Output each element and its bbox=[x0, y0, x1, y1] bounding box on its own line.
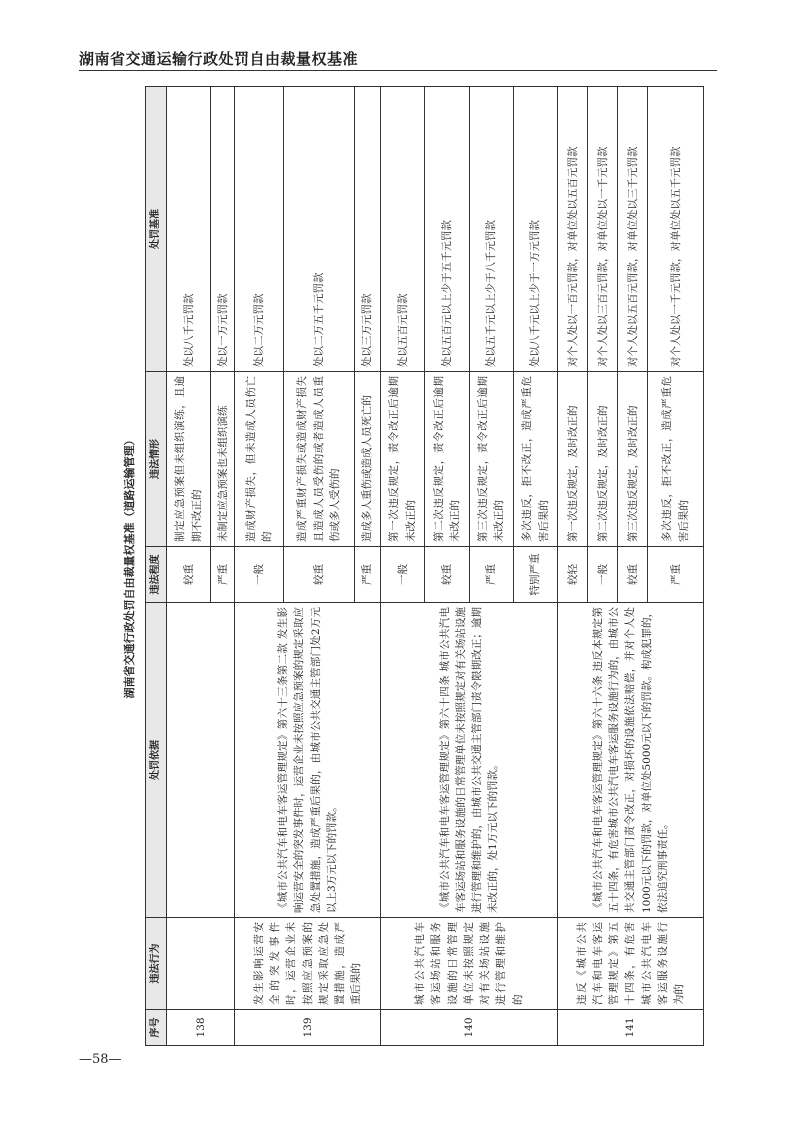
penalty-cell: 处以八千元以上少于一万元罚款 bbox=[513, 87, 557, 372]
situation-cell: 第二次违反规定，责令改正后逾期未改正的 bbox=[425, 372, 469, 547]
col-header-situation: 违法情形 bbox=[146, 372, 167, 547]
penalty-cell: 对个人处以五百元罚款，对单位处以三千元罚款 bbox=[618, 87, 648, 372]
situation-cell: 多次违反，拒不改正，造成严重危害后果的 bbox=[648, 372, 704, 547]
situation-cell: 未制定应急预案也未组织演练 bbox=[211, 372, 235, 547]
level-cell: 一般 bbox=[588, 547, 618, 603]
violation-cell: 城市公共汽电车客运场站和服务设施的日常管理单位未按照规定对有关场站设施进行管理和维护的 bbox=[381, 918, 558, 1010]
level-cell: 一般 bbox=[235, 547, 284, 603]
situation-cell: 造成严重财产损失或造成财产损失且造成人员受伤的或者造成人员重伤或多人受伤的 bbox=[283, 372, 354, 547]
level-cell: 较重 bbox=[167, 547, 211, 603]
col-header-penalty: 处罚基准 bbox=[146, 87, 167, 372]
level-cell: 特别严重 bbox=[513, 547, 557, 603]
situation-cell: 造成多人重伤或造成人员死亡的 bbox=[354, 372, 380, 547]
penalty-cell: 处以二万元罚款 bbox=[235, 87, 284, 372]
violation-cell-empty bbox=[167, 918, 235, 1010]
page-number: —58— bbox=[79, 1052, 122, 1067]
table-title: 湖南省交通行政处罚自由裁量权基准（道路运输管理） bbox=[123, 434, 136, 699]
table-header-row bbox=[146, 87, 167, 1046]
penalty-cell: 处以二万五千元罚款 bbox=[283, 87, 354, 372]
running-header-title: 湖南省交通运输行政处罚自由裁量权基准 bbox=[79, 50, 359, 68]
level-cell: 一般 bbox=[381, 547, 425, 603]
row-number-141: 141 bbox=[558, 1010, 704, 1046]
penalty-cell: 对个人处以一千元罚款，对单位处以五千元罚款 bbox=[648, 87, 704, 372]
penalty-cell: 处以五百元以上少于五千元罚款 bbox=[425, 87, 469, 372]
situation-cell: 第一次违反规定，及时改正的 bbox=[558, 372, 588, 547]
level-cell: 严重 bbox=[354, 547, 380, 603]
level-cell: 严重 bbox=[648, 547, 704, 603]
situation-cell: 第二次违反规定，及时改正的 bbox=[588, 372, 618, 547]
penalty-cell: 处以五百元罚款 bbox=[381, 87, 425, 372]
row-number-139: 139 bbox=[235, 1010, 381, 1046]
level-cell: 严重 bbox=[211, 547, 235, 603]
col-header-number: 序号 bbox=[146, 1010, 167, 1046]
situation-cell: 第一次违反规定，责令改正后逾期未改正的 bbox=[381, 372, 425, 547]
violation-cell: 违反《城市公共汽车和电车客运管理规定》第五十四条，有危害城市公共汽电车客运服务设施行为的 bbox=[558, 918, 704, 1010]
violation-cell: 发生影响运营安全的突发事件时，运营企业未按照应急预案的规定采取应急处置措施，造成严重后果的 bbox=[235, 918, 381, 1010]
situation-cell: 造成财产损失，但未造成人员伤亡的 bbox=[235, 372, 284, 547]
penalty-cell: 对个人处以一百元罚款，对单位处以五百元罚款 bbox=[558, 87, 588, 372]
level-cell: 较重 bbox=[618, 547, 648, 603]
table-row bbox=[235, 87, 284, 1046]
penalty-cell: 对个人处以三百元罚款，对单位处以一千元罚款 bbox=[588, 87, 618, 372]
rotated-table-region bbox=[115, 87, 704, 1046]
table-row bbox=[381, 87, 425, 1046]
table-row bbox=[558, 87, 588, 1046]
row-number-138: 138 bbox=[167, 1010, 235, 1046]
col-header-level: 违法程度 bbox=[146, 547, 167, 603]
rotated-table-canvas bbox=[115, 87, 704, 1046]
situation-cell: 多次违反，拒不改正，造成严重危害后果的 bbox=[513, 372, 557, 547]
row-number-140: 140 bbox=[381, 1010, 558, 1046]
basis-cell: 《城市公共汽车和电车客运管理规定》第六十六条 违反本规定第五十四条，有危害城市公共汽电车客运服务设施行为的，由城市公共交通主管部门责令改正，对损坏的设施依法赔偿，并对个人处1000元以下的罚款，对单位处5000元以下的罚款。构成犯罪的，依法追究刑事责任。 bbox=[558, 603, 704, 918]
level-cell: 严重 bbox=[469, 547, 513, 603]
col-header-violation: 违法行为 bbox=[146, 918, 167, 1010]
penalty-cell: 处以三万元罚款 bbox=[354, 87, 380, 372]
situation-cell: 制定应急预案但未组织演练，且逾期不改正的 bbox=[167, 372, 211, 547]
level-cell: 较重 bbox=[283, 547, 354, 603]
level-cell: 较轻 bbox=[558, 547, 588, 603]
situation-cell: 第三次违反规定，及时改正的 bbox=[618, 372, 648, 547]
penalty-cell: 处以八千元罚款 bbox=[167, 87, 211, 372]
level-cell: 较重 bbox=[425, 547, 469, 603]
penalty-cell: 处以一万元罚款 bbox=[211, 87, 235, 372]
basis-cell-empty bbox=[167, 603, 235, 918]
header-divider bbox=[79, 70, 717, 71]
basis-cell: 《城市公共汽车和电车客运管理规定》第六十三条第二款 发生影响运营安全的突发事件时，运营企业未按照应急预案的规定采取应急处置措施，造成严重后果的，由城市公共交通主管部门处2万元以上3万元以下的罚款。 bbox=[235, 603, 381, 918]
penalty-cell: 处以五千元以上少于八千元罚款 bbox=[469, 87, 513, 372]
basis-cell: 《城市公共汽车和电车客运管理规定》第六十四条 城市公共汽电车客运场站和服务设施的日常管理单位未按照规定对有关场站设施进行管理和维护的，由城市公共交通主管部门责令限期改正；逾期未改正的，处1万元以下的罚款。 bbox=[381, 603, 558, 918]
col-header-basis: 处罚依据 bbox=[146, 603, 167, 918]
penalty-standards-table bbox=[145, 86, 704, 1046]
situation-cell: 第三次违反规定，责令改正后逾期未改正的 bbox=[469, 372, 513, 547]
table-row bbox=[167, 87, 211, 1046]
